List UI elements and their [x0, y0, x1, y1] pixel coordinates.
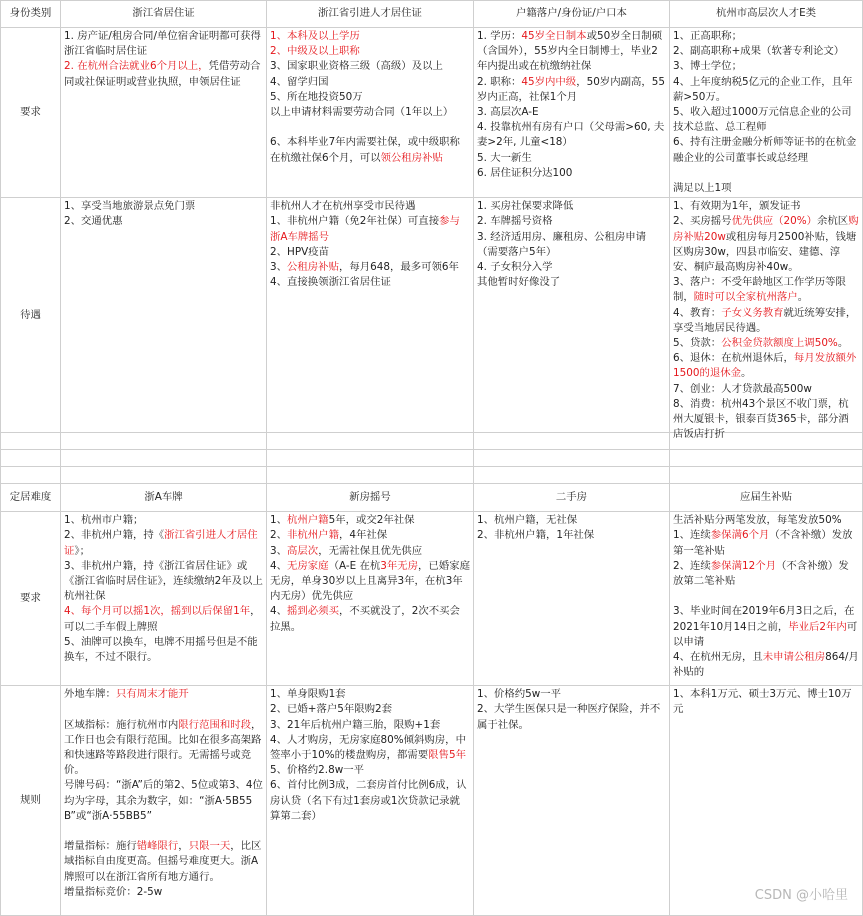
- cell-text: 号牌号码：“浙A”后的第2、5位或第3、4位均为字母，其余为数字，如：“浙A·5B55B”或“浙A·55BB5”: [64, 779, 263, 822]
- cell-text: 就近统筹安排，享受当地居民待遇。: [673, 306, 857, 334]
- highlight-text: 45岁全日制本: [521, 30, 587, 42]
- cell-text: （不含补缴）发放第一笔补贴: [673, 529, 853, 557]
- cell-line: [673, 687, 859, 717]
- cell-text: 2、大学生医保只是一种医疗保险，并不属于社保。: [477, 703, 661, 731]
- cell-text: 4、: [270, 605, 288, 618]
- cell-text: 5年，或交2年社保: [328, 514, 415, 527]
- highlight-text: 未申请公租房: [762, 651, 826, 664]
- cell: [474, 686, 670, 916]
- cell-text: 4. 投靠杭州有房有户口（父母需>60, 夫妻>2年, 儿童<18）: [477, 121, 665, 149]
- cell-line: [64, 885, 263, 900]
- cell-line: [477, 260, 666, 275]
- cell-line: [270, 687, 470, 702]
- cell-text: 4、在杭州无房，且: [673, 651, 763, 664]
- highlight-text: 参保满12个月: [710, 559, 776, 572]
- cell-line: [64, 199, 263, 214]
- cell-text: 8、消费：杭州43个景区不收门票，杭州大厦银卡，银泰百货365卡，部分酒店饭店打折: [673, 397, 849, 441]
- cell-line: [270, 718, 470, 733]
- cell-line: [673, 275, 859, 305]
- cell-line: [270, 245, 470, 260]
- cell-text: 1. 学历：: [477, 30, 522, 42]
- cell: [474, 198, 670, 433]
- cell-line: [270, 44, 470, 59]
- cell-text: 5、所在地投资50万: [270, 90, 363, 103]
- highlight-text: 高层次: [287, 544, 319, 557]
- cell: [61, 198, 267, 433]
- cell-line: [673, 528, 859, 558]
- cell-line: [477, 702, 666, 732]
- cell-text: 3、博士学位；: [673, 60, 742, 73]
- cell-text: 4、人才购房，无房家庭80%倾斜购房，中签率小于10%的楼盘购房，都需要: [270, 733, 466, 762]
- rules-row: [1, 686, 863, 916]
- highlight-text: 非杭州户籍: [287, 529, 339, 542]
- highlight-text: 公租房补贴: [287, 261, 339, 274]
- highlight-text: 限行范围和时段: [178, 718, 252, 731]
- col-header: 定居难度: [1, 484, 61, 512]
- cell-line: [270, 702, 470, 717]
- highlight-text: 在杭州合法就业6个月以上，: [77, 60, 209, 73]
- cell-text: 1、享受当地旅游景点免门票: [64, 200, 196, 213]
- cell-text: ，已婚家庭无房，单身30岁以上且离异3年，在杭3年内无房）优先供应: [270, 559, 470, 603]
- cell-text: 生活补贴分两笔发放，每笔发放50%: [673, 514, 842, 527]
- cell: [474, 28, 670, 198]
- col-header: 浙江省居住证: [61, 1, 267, 28]
- cell-text: 。: [837, 337, 849, 350]
- cell-text: 2、副高职称+成果（软著专利论文）: [673, 45, 845, 58]
- cell-line: [477, 687, 666, 702]
- cell-text: 或50岁全日制硕（含国外），55岁内全日制博士，毕业2年内提出或在杭缴纳社保: [477, 30, 663, 73]
- cell-line: [673, 604, 859, 650]
- highlight-text: 无房家庭: [287, 559, 329, 572]
- cell-line: [64, 687, 263, 702]
- cell-line: [673, 351, 859, 381]
- row-label: 要求: [1, 28, 61, 198]
- cell-text: 满足以上1项: [673, 182, 732, 195]
- cell-line: [477, 199, 666, 214]
- cell-line: [673, 650, 859, 680]
- cell-text: 2. 车牌摇号资格: [477, 215, 553, 228]
- cell-text: 5、收入超过1000万元信息企业的公司技术总监、总工程师: [673, 106, 852, 134]
- cell-text: 4、上年度纳税5亿元的企业工作，且年薪>50万。: [673, 75, 853, 103]
- cell-text: 5、油牌可以换车，电牌不用摇号但是不能换车，不过不限行。: [64, 635, 258, 664]
- cell-text: 3、21年后杭州户籍三胎，限购+1套: [270, 718, 441, 731]
- col-header: 应届生补贴: [670, 484, 863, 512]
- cell-line: [270, 604, 470, 634]
- cell-text: 以上申请材料需要劳动合同（1年以上）: [270, 106, 454, 119]
- blank-row: [1, 450, 863, 467]
- cell-text: 1. 房产证/租房合同/单位宿舍证明都可获得浙江省临时居住证: [64, 30, 261, 58]
- cell-text: 5、贷款：: [673, 337, 722, 350]
- highlight-text: 2.: [64, 60, 78, 73]
- cell-line: [673, 513, 859, 528]
- cell-line: [477, 120, 666, 150]
- cell: [61, 28, 267, 198]
- highlight-text: 随时可以全家杭州落户: [693, 291, 798, 304]
- cell-text: 6、本科毕业7年内需要社保，或中级职称在杭缴社保6个月，可以: [270, 136, 460, 164]
- col-header: 二手房: [474, 484, 670, 512]
- cell-text: ，4年社保: [338, 529, 388, 542]
- cell-text: 5、价格约2.8w一平: [270, 764, 364, 777]
- cell-line: [270, 29, 470, 44]
- cell-text: ，: [178, 840, 189, 853]
- cell-line: [270, 105, 470, 120]
- cell-text: ，50岁内副高，55岁内正高，社保1个月: [477, 75, 665, 103]
- cell-text: 可以申请: [673, 620, 858, 648]
- highlight-text: 参保满6个月: [710, 529, 770, 542]
- cell: [61, 686, 267, 916]
- cell-line: [64, 29, 263, 59]
- cell-line: [64, 559, 263, 605]
- cell-line: [477, 214, 666, 229]
- header-row-2: [1, 484, 863, 512]
- cell-text: 1、杭州户籍，无社保: [477, 514, 578, 527]
- highlight-text: 4、每个月可以摇1次，摇到以后保留1年: [64, 605, 251, 618]
- cell-line: [64, 604, 263, 634]
- cell-line: [673, 214, 859, 275]
- cell-line: [673, 166, 859, 181]
- cell-line: [477, 528, 666, 543]
- col-header: 浙A车牌: [61, 484, 267, 512]
- cell-text: 4、直接换领浙江省居住证: [270, 276, 391, 289]
- cell-text: 2、交通优惠: [64, 215, 123, 228]
- cell-text: 外地车牌：: [64, 688, 116, 701]
- cell-text: 6、持有注册金融分析师等证书的在杭金融企业的公司董事长或总经理: [673, 136, 857, 164]
- highlight-text: 1、本科及以上学历: [270, 30, 360, 42]
- cell-line: [64, 59, 263, 89]
- header-row: [1, 1, 863, 28]
- cell: [61, 512, 267, 686]
- cell-text: 余杭区: [817, 215, 849, 228]
- cell-line: [673, 29, 859, 44]
- highlight-text: 3年无房: [380, 559, 419, 572]
- highlight-text: 摇到必须买: [287, 605, 339, 618]
- cell-line: [270, 275, 470, 290]
- cell-text: ，每月648，最多可领6年: [338, 261, 459, 274]
- cell-text: 1、: [270, 514, 288, 527]
- cell-line: [64, 214, 263, 229]
- cell-text: 3、非杭州户籍，持《浙江省居住证》或《浙江省临时居住证》，连续缴纳2年及以上杭州社保: [64, 559, 263, 603]
- cell-line: [270, 559, 470, 605]
- highlight-text: 错峰限行: [136, 840, 179, 853]
- cell-line: [673, 59, 859, 74]
- cell-text: 增量指标竞价：2-5w: [64, 885, 163, 898]
- cell-text: （不含补缴）发放第二笔补贴: [673, 559, 849, 588]
- cell-text: 6. 居住证积分达100: [477, 166, 573, 179]
- cell-line: [64, 839, 263, 885]
- cell-text: 7、创业：人才贷款最高500w: [673, 382, 812, 395]
- highlight-text: 浙江省引进人才居住证: [64, 529, 258, 557]
- cell: [267, 198, 474, 433]
- cell-line: [673, 75, 859, 105]
- cell: [267, 512, 474, 686]
- cell: [670, 28, 863, 198]
- cell-line: [270, 778, 470, 824]
- cell-text: 1、有效期为1年，颁发证书: [673, 200, 801, 213]
- cell-line: [270, 260, 470, 275]
- col-header: 浙江省引进人才居住证: [267, 1, 474, 28]
- cell-text: 2、连续: [673, 559, 711, 572]
- cell-text: 1、杭州市户籍；: [64, 514, 144, 527]
- cell-text: 1、连续: [673, 529, 711, 542]
- cell: [474, 512, 670, 686]
- highlight-text: 45岁内中级: [521, 75, 577, 88]
- col-header: 户籍落户/身份证/户口本: [474, 1, 670, 28]
- cell-line: [673, 559, 859, 589]
- cell-line: [270, 199, 470, 214]
- highlight-text: 限售5年: [428, 749, 466, 762]
- cell-text: 4、: [270, 559, 288, 572]
- highlight-text: 只有周末才能开: [115, 688, 189, 701]
- cell-line: [673, 382, 859, 397]
- cell-text: 3. 高层次A-E: [477, 106, 539, 119]
- cell-line: [270, 120, 470, 135]
- col-header: 新房摇号: [267, 484, 474, 512]
- requirements-row-2: [1, 512, 863, 686]
- row-label: 待遇: [1, 198, 61, 433]
- cell-line: [673, 181, 859, 196]
- cell-text: 1、正高职称；: [673, 30, 742, 42]
- cell: [670, 198, 863, 441]
- cell: [670, 686, 863, 916]
- requirements-row: [1, 28, 863, 198]
- benefits-row: [1, 198, 863, 433]
- cell-text: 4. 子女积分入学: [477, 261, 553, 274]
- row-label: 规则: [1, 686, 61, 916]
- blank-row: [1, 467, 863, 484]
- cell-line: [64, 824, 263, 839]
- cell-line: [270, 214, 470, 244]
- highlight-text: 每月发放额外1500的退休金: [673, 352, 857, 380]
- cell-line: [477, 29, 666, 75]
- cell-text: ，不买就没了，2次不买会拉黑。: [270, 605, 460, 633]
- cell-text: 1. 买房社保要求降低: [477, 200, 574, 213]
- cell-text: 区域指标：施行杭州市内: [64, 718, 179, 731]
- cell-text: 2、: [270, 529, 288, 542]
- cell-text: 2、已婚+落户5年限购2套: [270, 703, 393, 716]
- cell-text: 6、首付比例3成，二套房首付比例6成，认房认贷（名下有过1套房或1次贷款记录就算第二套）: [270, 779, 467, 822]
- cell-line: [64, 635, 263, 665]
- cell-line: [477, 75, 666, 105]
- cell-line: [477, 151, 666, 166]
- cell-line: [673, 336, 859, 351]
- cell-text: 2. 职称：: [477, 75, 522, 88]
- highlight-text: 参与浙A车牌摇号: [270, 215, 460, 243]
- cell-text: 864/月补贴的: [673, 651, 859, 679]
- cell-text: 1、本科1万元、硕士3万元、博士10万元: [673, 688, 852, 716]
- cell-text: 4、留学归国: [270, 75, 329, 88]
- cell-line: [673, 135, 859, 165]
- cell-text: 3、落户：不受年龄地区工作学历等限制，: [673, 276, 846, 304]
- cell-text: 4、教育：: [673, 306, 722, 319]
- cell-text: 2、非杭州户籍，1年社保: [477, 529, 595, 542]
- col-header: 身份类别: [1, 1, 61, 28]
- cell-text: 或租房每月2500补贴，钱塘区购房30w，四县市临安、建德、淳安、桐庐最高购房补40w。: [673, 230, 857, 274]
- cell-text: 3、国家职业资格三级（高级）及以上: [270, 60, 443, 73]
- cell-line: [673, 199, 859, 214]
- cell-text: ，可以二手车假上牌照: [64, 605, 261, 633]
- cell: [267, 28, 474, 198]
- cell-line: [673, 105, 859, 135]
- cell-text: 。: [797, 291, 809, 304]
- cell-text: （A-E 在杭: [328, 559, 381, 572]
- cell-text: 2、买房摇号: [673, 215, 732, 228]
- cell-line: [64, 718, 263, 779]
- cell-line: [64, 702, 263, 717]
- cell-text: 非杭州人才在杭州享受市民待遇: [270, 200, 416, 213]
- cell-text: 5. 大一新生: [477, 151, 532, 164]
- highlight-text: 毕业后2年内: [788, 620, 847, 633]
- cell-text: 3. 经济适用房、廉租房、公租房申请（需要落户5年）: [477, 230, 647, 258]
- row-label: 要求: [1, 512, 61, 686]
- cell-line: [270, 544, 470, 559]
- cell-text: 其他暂时好像没了: [477, 276, 561, 289]
- highlight-text: 只限一天: [188, 840, 231, 853]
- cell-line: [673, 589, 859, 604]
- cell-line: [673, 44, 859, 59]
- cell-line: [477, 513, 666, 528]
- cell-line: [270, 59, 470, 74]
- highlight-text: 优先供应（20%）: [731, 215, 818, 228]
- highlight-text: 购房补贴20w: [673, 215, 859, 243]
- cell-text: 。: [741, 367, 752, 380]
- highlight-text: 杭州户籍: [287, 514, 329, 527]
- cell-line: [270, 90, 470, 105]
- cell-text: ，比区域指标自由度更高。但摇号难度更大。浙A牌照可以在浙江省所有地方通行。: [64, 840, 262, 883]
- cell-line: [64, 513, 263, 528]
- cell-line: [477, 230, 666, 260]
- cell-line: [270, 75, 470, 90]
- cell-text: ，工作日也会有限行范围。比如在很多高架路和快速路等路段进行限行。无需摇号或竞价。: [64, 718, 262, 777]
- cell-text: 1、价格约5w一平: [477, 688, 562, 701]
- cell-text: ，无需社保且优先供应: [318, 544, 423, 557]
- highlight-text: 领公租房补贴: [380, 151, 443, 164]
- cell-line: [673, 306, 859, 336]
- cell-line: [477, 166, 666, 181]
- cell-line: [270, 135, 470, 165]
- highlight-text: 公积金贷款额度上调50%: [721, 337, 838, 350]
- cell-text: 凭借劳动合同或社保证明或营业执照，申领居住证: [64, 60, 261, 88]
- cell-text: 》；: [74, 544, 90, 557]
- cell-line: [477, 275, 666, 290]
- cell-line: [64, 528, 263, 558]
- cell-line: [270, 733, 470, 763]
- cell-line: [270, 763, 470, 778]
- cell-text: 6、退休：在杭州退休后，: [673, 352, 794, 365]
- cell-line: [270, 513, 470, 528]
- cell-text: 1、单身限购1套: [270, 688, 346, 701]
- cell-line: [270, 528, 470, 543]
- highlight-text: 2、中级及以上职称: [270, 45, 360, 58]
- cell-text: 2、非杭州户籍，持《: [64, 529, 165, 542]
- col-header: 杭州市高层次人才E类: [670, 1, 863, 28]
- cell-text: 增量指标：施行: [64, 840, 137, 853]
- cell-text: 1、非杭州户籍（免2年社保）可直接: [270, 215, 440, 228]
- cell-text: 3、: [270, 261, 288, 274]
- cell-line: [64, 778, 263, 824]
- cell-text: 3、: [270, 544, 288, 557]
- watermark: CSDN @小哈里: [754, 888, 848, 903]
- cell-line: [477, 105, 666, 120]
- cell-text: 3、毕业时间在2019年6月3日之后，在2021年10月14日之前，: [673, 605, 855, 633]
- cell: [670, 512, 863, 686]
- highlight-text: 子女义务教育: [721, 306, 784, 319]
- cell-text: 2、HPV疫苗: [270, 245, 329, 258]
- cell: [267, 686, 474, 916]
- blank-row: [1, 433, 863, 450]
